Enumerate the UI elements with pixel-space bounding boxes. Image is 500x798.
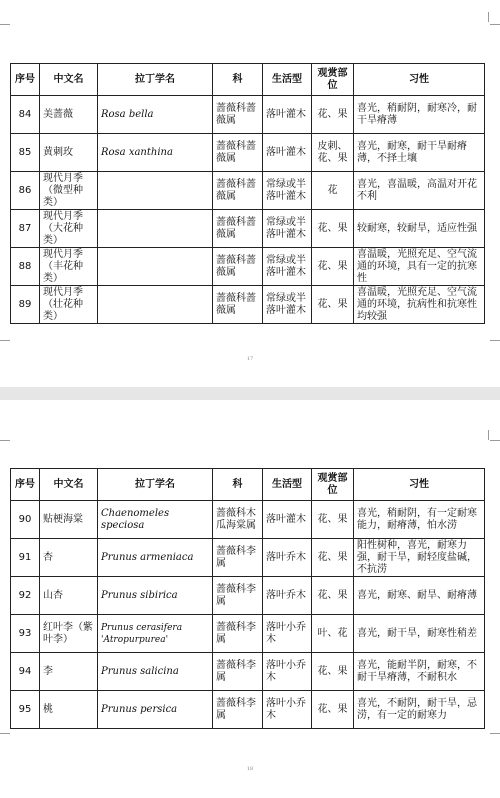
header-family: 科 [213, 469, 263, 501]
row-chinese-name: 红叶李（紫叶李） [40, 615, 98, 653]
crop-mark [490, 24, 500, 25]
row-habit: 较耐寒，较耐旱，适应性强 [354, 210, 485, 248]
table-row [11, 286, 485, 324]
plant-table [10, 63, 485, 324]
header-habit: 习性 [354, 469, 485, 501]
header-latin-name: 拉丁学名 [98, 469, 213, 501]
row-habit: 喜温暖，光照充足、空气流通的环境，具有一定的抗寒性 [354, 248, 485, 286]
header-chinese-name: 中文名 [40, 64, 98, 96]
row-life-form: 常绿或半落叶灌木 [263, 286, 312, 324]
table-header-row [11, 64, 485, 96]
row-ornamental-part: 花、果 [312, 653, 354, 691]
row-life-form: 落叶小乔木 [263, 653, 312, 691]
crop-mark [0, 24, 10, 25]
crop-mark [488, 12, 489, 22]
row-index: 93 [11, 615, 40, 653]
row-family: 蔷薇科木瓜海棠属 [213, 501, 263, 539]
row-index: 94 [11, 653, 40, 691]
row-index: 91 [11, 539, 40, 577]
row-chinese-name: 李 [40, 653, 98, 691]
row-habit: 喜光，稍耐阴，有一定耐寒能力，耐瘠薄，怕水涝 [354, 501, 485, 539]
row-index: 88 [11, 248, 40, 286]
table-row [11, 615, 485, 653]
row-latin-name: Rosa bella [98, 96, 213, 134]
crop-mark [490, 733, 500, 734]
row-habit: 喜光，耐寒，耐干旱耐瘠薄，不择土壤 [354, 134, 485, 172]
table-row [11, 501, 485, 539]
header-ornamental-part: 观赏部位 [312, 469, 354, 501]
crop-mark [490, 340, 500, 341]
row-family: 蔷薇科蔷薇属 [213, 210, 263, 248]
row-chinese-name: 现代月季（大花种类） [40, 210, 98, 248]
row-family: 蔷薇科李属 [213, 691, 263, 729]
header-latin-name: 拉丁学名 [98, 64, 213, 96]
row-ornamental-part: 花、果 [312, 286, 354, 324]
row-habit: 喜光，能耐半阴，耐寒，不耐干旱瘠薄，不耐积水 [354, 653, 485, 691]
table-row [11, 691, 485, 729]
row-ornamental-part: 花、果 [312, 577, 354, 615]
row-life-form: 落叶灌木 [263, 134, 312, 172]
row-family: 蔷薇科李属 [213, 577, 263, 615]
row-latin-name [98, 286, 213, 324]
row-life-form: 落叶灌木 [263, 96, 312, 134]
row-index: 92 [11, 577, 40, 615]
row-life-form: 落叶乔木 [263, 577, 312, 615]
row-life-form: 落叶灌木 [263, 501, 312, 539]
row-index: 86 [11, 172, 40, 210]
row-latin-name: Rosa xanthina [98, 134, 213, 172]
row-latin-name: Chaenomeles speciosa [98, 501, 213, 539]
row-index: 87 [11, 210, 40, 248]
row-latin-name: Prunus salicina [98, 653, 213, 691]
row-ornamental-part: 花、果 [312, 501, 354, 539]
row-life-form: 常绿或半落叶灌木 [263, 248, 312, 286]
row-ornamental-part: 花、果 [312, 96, 354, 134]
row-habit: 喜光，耐干旱，耐寒性稍差 [354, 615, 485, 653]
row-family: 蔷薇科李属 [213, 539, 263, 577]
row-family: 蔷薇科蔷薇属 [213, 248, 263, 286]
row-chinese-name: 现代月季（微型种类） [40, 172, 98, 210]
row-habit: 喜光，耐寒、耐旱、耐瘠薄 [354, 577, 485, 615]
row-family: 蔷薇科蔷薇属 [213, 134, 263, 172]
crop-mark [490, 440, 500, 441]
row-index: 85 [11, 134, 40, 172]
header-life-form: 生活型 [263, 64, 312, 96]
crop-mark [0, 440, 10, 441]
table-row [11, 653, 485, 691]
row-life-form: 落叶乔木 [263, 539, 312, 577]
row-habit: 喜光，不耐阴，耐干旱，忌涝，有一定的耐寒力 [354, 691, 485, 729]
row-ornamental-part: 花 [312, 172, 354, 210]
row-latin-name [98, 248, 213, 286]
header-index: 序号 [11, 64, 40, 96]
row-chinese-name: 桃 [40, 691, 98, 729]
row-ornamental-part: 花、果 [312, 539, 354, 577]
crop-mark [488, 430, 489, 440]
row-habit: 喜光，喜温暖，高温对开花不利 [354, 172, 485, 210]
row-latin-name: Prunus armeniaca [98, 539, 213, 577]
row-life-form: 常绿或半落叶灌木 [263, 210, 312, 248]
table-row [11, 134, 485, 172]
table-row [11, 172, 485, 210]
row-latin-name [98, 210, 213, 248]
header-chinese-name: 中文名 [40, 469, 98, 501]
row-life-form: 落叶小乔木 [263, 615, 312, 653]
row-ornamental-part: 皮刺、花、果 [312, 134, 354, 172]
header-life-form: 生活型 [263, 469, 312, 501]
crop-mark [0, 733, 10, 734]
table-row [11, 96, 485, 134]
row-family: 蔷薇科蔷薇属 [213, 172, 263, 210]
row-ornamental-part: 花、果 [312, 691, 354, 729]
row-chinese-name: 杏 [40, 539, 98, 577]
row-chinese-name: 现代月季（壮花种类） [40, 286, 98, 324]
row-index: 90 [11, 501, 40, 539]
row-index: 84 [11, 96, 40, 134]
row-family: 蔷薇科李属 [213, 653, 263, 691]
row-family: 蔷薇科蔷薇属 [213, 286, 263, 324]
row-latin-name: Prunus cerasifera 'Atropurpurea' [98, 615, 213, 653]
header-family: 科 [213, 64, 263, 96]
crop-mark [0, 340, 10, 341]
page-number: 18 [246, 766, 254, 772]
table-header-row [11, 469, 485, 501]
row-life-form: 常绿或半落叶灌木 [263, 172, 312, 210]
row-habit: 喜温暖，光照充足、空气流通的环境，抗病性和抗寒性均较强 [354, 286, 485, 324]
document-page-17 [0, 0, 500, 387]
row-chinese-name: 现代月季（丰花种类） [40, 248, 98, 286]
row-index: 95 [11, 691, 40, 729]
row-chinese-name: 美蔷薇 [40, 96, 98, 134]
row-ornamental-part: 花、果 [312, 248, 354, 286]
table-row [11, 577, 485, 615]
row-chinese-name: 黄刺玫 [40, 134, 98, 172]
row-habit: 阳性树种，喜光，耐寒力强，耐干旱，耐轻度盐碱，不抗涝 [354, 539, 485, 577]
row-latin-name [98, 172, 213, 210]
row-ornamental-part: 花、果 [312, 210, 354, 248]
header-index: 序号 [11, 469, 40, 501]
table-row [11, 210, 485, 248]
row-latin-name: Prunus persica [98, 691, 213, 729]
header-ornamental-part: 观赏部位 [312, 64, 354, 96]
header-habit: 习性 [354, 64, 485, 96]
row-index: 89 [11, 286, 40, 324]
row-latin-name: Prunus sibirica [98, 577, 213, 615]
table-row [11, 539, 485, 577]
page-gap [0, 387, 500, 400]
row-ornamental-part: 叶、花 [312, 615, 354, 653]
plant-table [10, 468, 485, 729]
row-chinese-name: 贴梗海棠 [40, 501, 98, 539]
row-habit: 喜光，稍耐阴，耐寒冷，耐干旱瘠薄 [354, 96, 485, 134]
row-chinese-name: 山杏 [40, 577, 98, 615]
row-life-form: 落叶小乔木 [263, 691, 312, 729]
table-row [11, 248, 485, 286]
row-family: 蔷薇科李属 [213, 615, 263, 653]
row-family: 蔷薇科蔷薇属 [213, 96, 263, 134]
page-number: 17 [246, 356, 254, 362]
